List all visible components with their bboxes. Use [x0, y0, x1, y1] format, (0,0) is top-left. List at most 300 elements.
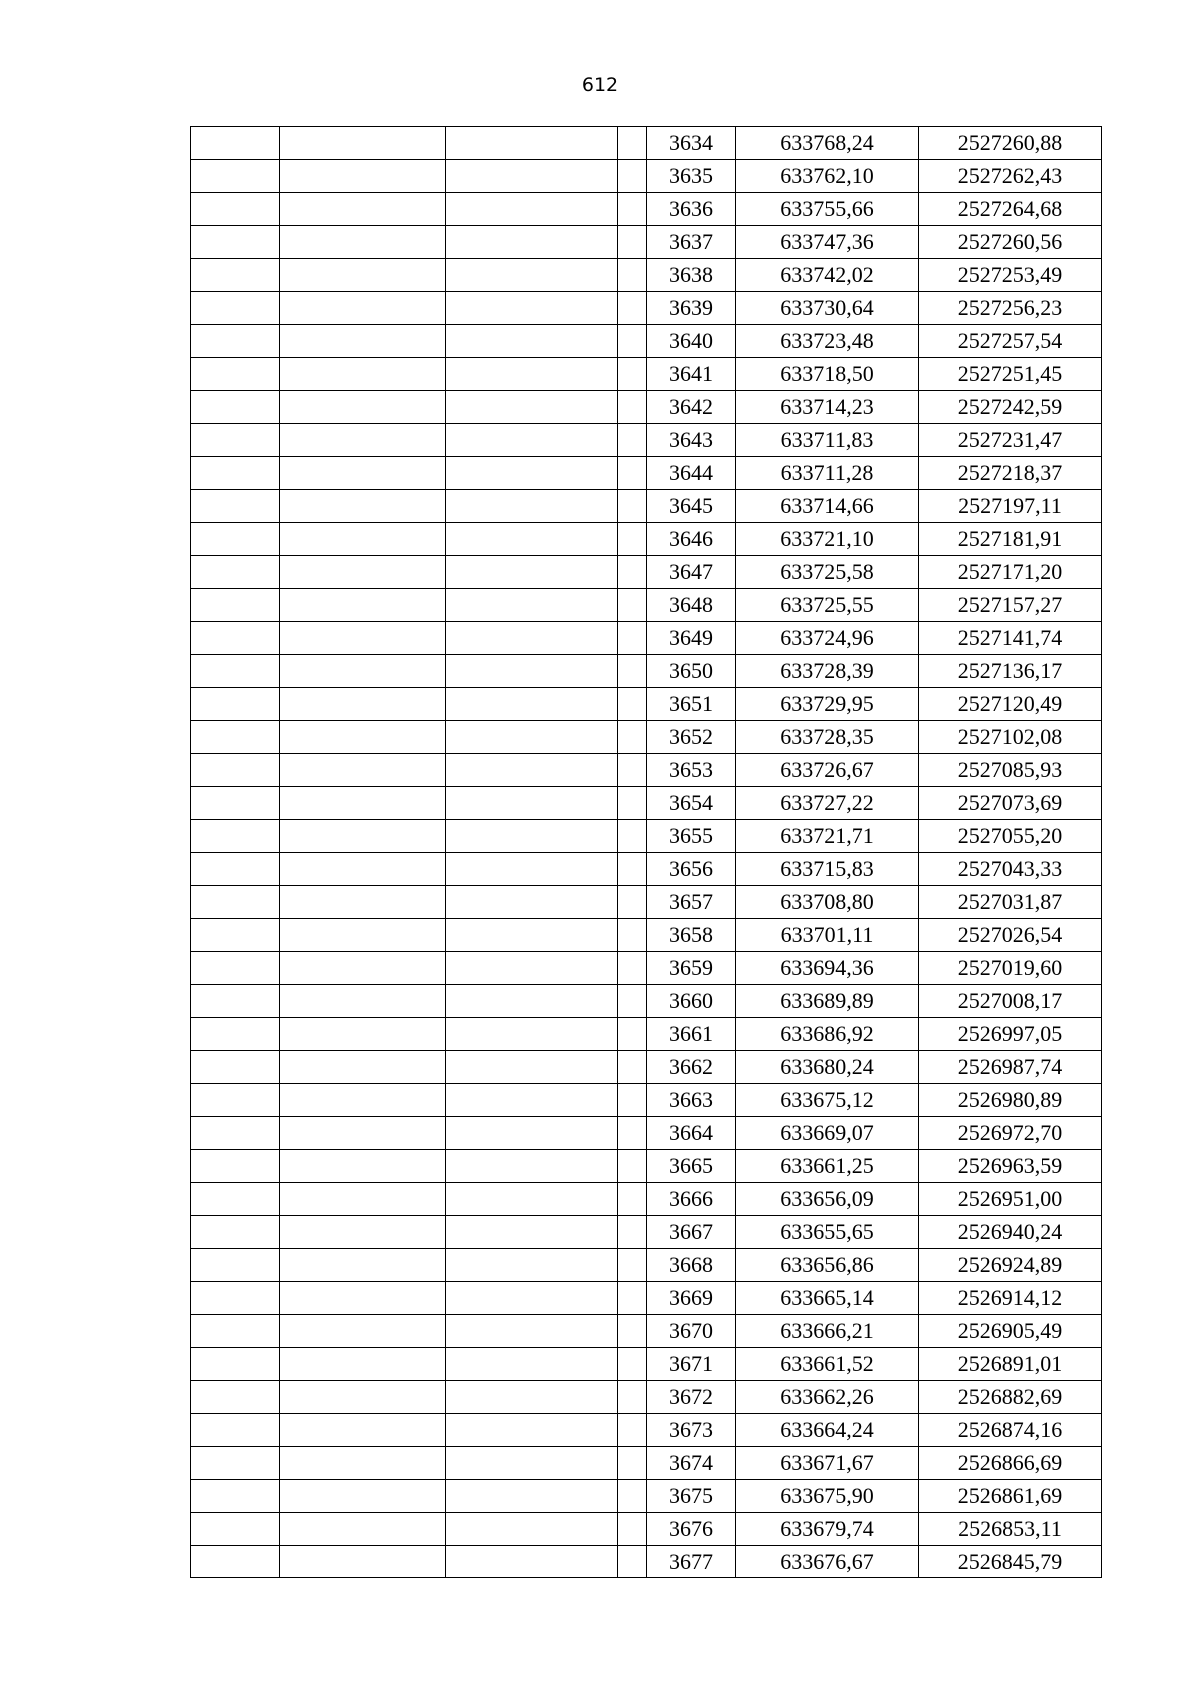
empty-cell	[191, 787, 280, 820]
empty-cell	[618, 391, 647, 424]
empty-cell	[280, 292, 446, 325]
empty-cell	[191, 160, 280, 193]
empty-cell	[446, 721, 618, 754]
empty-cell	[191, 1018, 280, 1051]
x-coordinate-cell: 633686,92	[736, 1018, 919, 1051]
empty-cell	[191, 193, 280, 226]
empty-cell	[280, 787, 446, 820]
empty-cell	[191, 226, 280, 259]
empty-cell	[280, 391, 446, 424]
x-coordinate-cell: 633728,39	[736, 655, 919, 688]
empty-cell	[618, 1282, 647, 1315]
empty-cell	[280, 358, 446, 391]
empty-cell	[280, 1414, 446, 1447]
empty-cell	[191, 325, 280, 358]
x-coordinate-cell: 633694,36	[736, 952, 919, 985]
x-coordinate-cell: 633721,71	[736, 820, 919, 853]
empty-cell	[280, 127, 446, 160]
empty-cell	[446, 1183, 618, 1216]
empty-cell	[446, 226, 618, 259]
empty-cell	[618, 1414, 647, 1447]
empty-cell	[191, 952, 280, 985]
empty-cell	[280, 1051, 446, 1084]
point-number-cell: 3640	[647, 325, 736, 358]
empty-cell	[191, 127, 280, 160]
table-row	[191, 1447, 1102, 1480]
empty-cell	[446, 1051, 618, 1084]
table-row	[191, 391, 1102, 424]
table-row	[191, 292, 1102, 325]
table-row	[191, 127, 1102, 160]
x-coordinate-cell: 633768,24	[736, 127, 919, 160]
coordinates-table-body	[191, 127, 1102, 1578]
table-row	[191, 754, 1102, 787]
empty-cell	[618, 424, 647, 457]
y-coordinate-cell: 2527136,17	[919, 655, 1102, 688]
x-coordinate-cell: 633708,80	[736, 886, 919, 919]
table-row	[191, 721, 1102, 754]
x-coordinate-cell: 633730,64	[736, 292, 919, 325]
x-coordinate-cell: 633711,28	[736, 457, 919, 490]
table-row	[191, 358, 1102, 391]
empty-cell	[191, 457, 280, 490]
x-coordinate-cell: 633665,14	[736, 1282, 919, 1315]
empty-cell	[618, 589, 647, 622]
point-number-cell: 3651	[647, 688, 736, 721]
empty-cell	[280, 985, 446, 1018]
y-coordinate-cell: 2527197,11	[919, 490, 1102, 523]
empty-cell	[191, 490, 280, 523]
empty-cell	[280, 226, 446, 259]
x-coordinate-cell: 633727,22	[736, 787, 919, 820]
empty-cell	[191, 985, 280, 1018]
point-number-cell: 3664	[647, 1117, 736, 1150]
empty-cell	[191, 523, 280, 556]
y-coordinate-cell: 2527260,88	[919, 127, 1102, 160]
y-coordinate-cell: 2527141,74	[919, 622, 1102, 655]
empty-cell	[280, 589, 446, 622]
empty-cell	[280, 1018, 446, 1051]
empty-cell	[280, 160, 446, 193]
empty-cell	[191, 292, 280, 325]
table-row	[191, 325, 1102, 358]
empty-cell	[618, 1018, 647, 1051]
point-number-cell: 3674	[647, 1447, 736, 1480]
table-row	[191, 589, 1102, 622]
point-number-cell: 3650	[647, 655, 736, 688]
table-row	[191, 787, 1102, 820]
x-coordinate-cell: 633679,74	[736, 1513, 919, 1546]
empty-cell	[191, 1348, 280, 1381]
table-row	[191, 655, 1102, 688]
empty-cell	[446, 1249, 618, 1282]
y-coordinate-cell: 2527157,27	[919, 589, 1102, 622]
empty-cell	[191, 1546, 280, 1578]
empty-cell	[191, 886, 280, 919]
x-coordinate-cell: 633711,83	[736, 424, 919, 457]
empty-cell	[191, 1315, 280, 1348]
point-number-cell: 3666	[647, 1183, 736, 1216]
empty-cell	[446, 127, 618, 160]
point-number-cell: 3662	[647, 1051, 736, 1084]
empty-cell	[191, 1183, 280, 1216]
empty-cell	[618, 193, 647, 226]
empty-cell	[446, 1480, 618, 1513]
empty-cell	[618, 160, 647, 193]
x-coordinate-cell: 633714,66	[736, 490, 919, 523]
point-number-cell: 3672	[647, 1381, 736, 1414]
empty-cell	[446, 457, 618, 490]
empty-cell	[191, 1447, 280, 1480]
table-row	[191, 622, 1102, 655]
x-coordinate-cell: 633762,10	[736, 160, 919, 193]
x-coordinate-cell: 633675,12	[736, 1084, 919, 1117]
empty-cell	[280, 1117, 446, 1150]
table-row	[191, 1348, 1102, 1381]
empty-cell	[446, 391, 618, 424]
x-coordinate-cell: 633721,10	[736, 523, 919, 556]
empty-cell	[446, 1315, 618, 1348]
empty-cell	[618, 1348, 647, 1381]
y-coordinate-cell: 2527181,91	[919, 523, 1102, 556]
point-number-cell: 3649	[647, 622, 736, 655]
y-coordinate-cell: 2527242,59	[919, 391, 1102, 424]
point-number-cell: 3643	[647, 424, 736, 457]
empty-cell	[446, 1018, 618, 1051]
point-number-cell: 3641	[647, 358, 736, 391]
empty-cell	[446, 1348, 618, 1381]
y-coordinate-cell: 2527260,56	[919, 226, 1102, 259]
table-row	[191, 820, 1102, 853]
empty-cell	[446, 919, 618, 952]
empty-cell	[280, 1249, 446, 1282]
empty-cell	[191, 919, 280, 952]
empty-cell	[191, 1249, 280, 1282]
empty-cell	[280, 1315, 446, 1348]
empty-cell	[446, 820, 618, 853]
y-coordinate-cell: 2527055,20	[919, 820, 1102, 853]
y-coordinate-cell: 2526980,89	[919, 1084, 1102, 1117]
empty-cell	[191, 1117, 280, 1150]
x-coordinate-cell: 633671,67	[736, 1447, 919, 1480]
empty-cell	[280, 259, 446, 292]
table-row	[191, 1249, 1102, 1282]
empty-cell	[618, 886, 647, 919]
empty-cell	[446, 952, 618, 985]
empty-cell	[446, 655, 618, 688]
empty-cell	[618, 754, 647, 787]
empty-cell	[618, 1084, 647, 1117]
x-coordinate-cell: 633676,67	[736, 1546, 919, 1578]
x-coordinate-cell: 633655,65	[736, 1216, 919, 1249]
empty-cell	[618, 1546, 647, 1578]
table-row	[191, 1018, 1102, 1051]
empty-cell	[446, 1546, 618, 1578]
point-number-cell: 3645	[647, 490, 736, 523]
y-coordinate-cell: 2527231,47	[919, 424, 1102, 457]
y-coordinate-cell: 2527008,17	[919, 985, 1102, 1018]
point-number-cell: 3653	[647, 754, 736, 787]
empty-cell	[618, 1513, 647, 1546]
empty-cell	[280, 1150, 446, 1183]
empty-cell	[618, 820, 647, 853]
empty-cell	[191, 1051, 280, 1084]
empty-cell	[191, 1282, 280, 1315]
empty-cell	[446, 1381, 618, 1414]
empty-cell	[446, 424, 618, 457]
y-coordinate-cell: 2527102,08	[919, 721, 1102, 754]
x-coordinate-cell: 633656,86	[736, 1249, 919, 1282]
table-row	[191, 457, 1102, 490]
empty-cell	[446, 589, 618, 622]
y-coordinate-cell: 2527264,68	[919, 193, 1102, 226]
empty-cell	[191, 1480, 280, 1513]
empty-cell	[280, 556, 446, 589]
point-number-cell: 3647	[647, 556, 736, 589]
empty-cell	[446, 1513, 618, 1546]
y-coordinate-cell: 2526940,24	[919, 1216, 1102, 1249]
coordinates-table	[190, 126, 1102, 1578]
table-row	[191, 1315, 1102, 1348]
empty-cell	[446, 754, 618, 787]
point-number-cell: 3655	[647, 820, 736, 853]
empty-cell	[446, 556, 618, 589]
empty-cell	[280, 688, 446, 721]
x-coordinate-cell: 633664,24	[736, 1414, 919, 1447]
point-number-cell: 3638	[647, 259, 736, 292]
y-coordinate-cell: 2527257,54	[919, 325, 1102, 358]
empty-cell	[446, 1447, 618, 1480]
empty-cell	[280, 1084, 446, 1117]
x-coordinate-cell: 633701,11	[736, 919, 919, 952]
empty-cell	[191, 754, 280, 787]
empty-cell	[280, 1348, 446, 1381]
empty-cell	[446, 985, 618, 1018]
empty-cell	[191, 622, 280, 655]
x-coordinate-cell: 633725,55	[736, 589, 919, 622]
empty-cell	[446, 1414, 618, 1447]
point-number-cell: 3660	[647, 985, 736, 1018]
x-coordinate-cell: 633689,89	[736, 985, 919, 1018]
empty-cell	[280, 1447, 446, 1480]
empty-cell	[191, 259, 280, 292]
table-row	[191, 688, 1102, 721]
empty-cell	[446, 1117, 618, 1150]
table-row	[191, 1480, 1102, 1513]
x-coordinate-cell: 633666,21	[736, 1315, 919, 1348]
point-number-cell: 3676	[647, 1513, 736, 1546]
point-number-cell: 3667	[647, 1216, 736, 1249]
empty-cell	[191, 358, 280, 391]
y-coordinate-cell: 2526845,79	[919, 1546, 1102, 1578]
y-coordinate-cell: 2527120,49	[919, 688, 1102, 721]
empty-cell	[446, 622, 618, 655]
table-row	[191, 952, 1102, 985]
point-number-cell: 3639	[647, 292, 736, 325]
empty-cell	[191, 1084, 280, 1117]
empty-cell	[446, 688, 618, 721]
empty-cell	[618, 919, 647, 952]
empty-cell	[280, 919, 446, 952]
empty-cell	[618, 1315, 647, 1348]
empty-cell	[446, 1150, 618, 1183]
y-coordinate-cell: 2526914,12	[919, 1282, 1102, 1315]
x-coordinate-cell: 633729,95	[736, 688, 919, 721]
empty-cell	[618, 325, 647, 358]
empty-cell	[618, 292, 647, 325]
x-coordinate-cell: 633723,48	[736, 325, 919, 358]
empty-cell	[280, 655, 446, 688]
y-coordinate-cell: 2526861,69	[919, 1480, 1102, 1513]
y-coordinate-cell: 2526924,89	[919, 1249, 1102, 1282]
y-coordinate-cell: 2527073,69	[919, 787, 1102, 820]
x-coordinate-cell: 633725,58	[736, 556, 919, 589]
empty-cell	[280, 1183, 446, 1216]
empty-cell	[280, 1216, 446, 1249]
empty-cell	[280, 886, 446, 919]
table-row	[191, 1051, 1102, 1084]
empty-cell	[191, 1513, 280, 1546]
x-coordinate-cell: 633675,90	[736, 1480, 919, 1513]
point-number-cell: 3677	[647, 1546, 736, 1578]
x-coordinate-cell: 633755,66	[736, 193, 919, 226]
point-number-cell: 3668	[647, 1249, 736, 1282]
point-number-cell: 3673	[647, 1414, 736, 1447]
x-coordinate-cell: 633726,67	[736, 754, 919, 787]
empty-cell	[280, 1381, 446, 1414]
table-row	[191, 853, 1102, 886]
table-row	[191, 886, 1102, 919]
empty-cell	[446, 292, 618, 325]
y-coordinate-cell: 2526972,70	[919, 1117, 1102, 1150]
empty-cell	[446, 1216, 618, 1249]
empty-cell	[618, 1249, 647, 1282]
x-coordinate-cell: 633718,50	[736, 358, 919, 391]
empty-cell	[191, 391, 280, 424]
empty-cell	[191, 1414, 280, 1447]
table-row	[191, 160, 1102, 193]
empty-cell	[618, 457, 647, 490]
empty-cell	[618, 721, 647, 754]
empty-cell	[618, 523, 647, 556]
x-coordinate-cell: 633661,52	[736, 1348, 919, 1381]
table-row	[191, 1216, 1102, 1249]
empty-cell	[446, 325, 618, 358]
y-coordinate-cell: 2527085,93	[919, 754, 1102, 787]
y-coordinate-cell: 2526874,16	[919, 1414, 1102, 1447]
y-coordinate-cell: 2526951,00	[919, 1183, 1102, 1216]
point-number-cell: 3656	[647, 853, 736, 886]
y-coordinate-cell: 2527262,43	[919, 160, 1102, 193]
table-row	[191, 1414, 1102, 1447]
y-coordinate-cell: 2527253,49	[919, 259, 1102, 292]
empty-cell	[280, 853, 446, 886]
y-coordinate-cell: 2527251,45	[919, 358, 1102, 391]
empty-cell	[618, 853, 647, 886]
y-coordinate-cell: 2526882,69	[919, 1381, 1102, 1414]
empty-cell	[618, 1051, 647, 1084]
empty-cell	[446, 160, 618, 193]
empty-cell	[280, 424, 446, 457]
table-row	[191, 424, 1102, 457]
empty-cell	[191, 1381, 280, 1414]
empty-cell	[618, 259, 647, 292]
x-coordinate-cell: 633724,96	[736, 622, 919, 655]
y-coordinate-cell: 2527256,23	[919, 292, 1102, 325]
y-coordinate-cell: 2526905,49	[919, 1315, 1102, 1348]
empty-cell	[191, 424, 280, 457]
empty-cell	[618, 952, 647, 985]
empty-cell	[280, 325, 446, 358]
table-row	[191, 919, 1102, 952]
empty-cell	[280, 457, 446, 490]
point-number-cell: 3663	[647, 1084, 736, 1117]
y-coordinate-cell: 2526853,11	[919, 1513, 1102, 1546]
empty-cell	[280, 1480, 446, 1513]
empty-cell	[618, 1183, 647, 1216]
empty-cell	[446, 787, 618, 820]
y-coordinate-cell: 2526987,74	[919, 1051, 1102, 1084]
y-coordinate-cell: 2527218,37	[919, 457, 1102, 490]
table-row	[191, 1084, 1102, 1117]
y-coordinate-cell: 2526866,69	[919, 1447, 1102, 1480]
table-row	[191, 1513, 1102, 1546]
empty-cell	[191, 1216, 280, 1249]
point-number-cell: 3635	[647, 160, 736, 193]
point-number-cell: 3652	[647, 721, 736, 754]
empty-cell	[446, 853, 618, 886]
point-number-cell: 3644	[647, 457, 736, 490]
empty-cell	[618, 226, 647, 259]
x-coordinate-cell: 633661,25	[736, 1150, 919, 1183]
x-coordinate-cell: 633728,35	[736, 721, 919, 754]
empty-cell	[191, 853, 280, 886]
empty-cell	[191, 556, 280, 589]
empty-cell	[191, 589, 280, 622]
point-number-cell: 3642	[647, 391, 736, 424]
point-number-cell: 3636	[647, 193, 736, 226]
empty-cell	[618, 985, 647, 1018]
point-number-cell: 3657	[647, 886, 736, 919]
empty-cell	[618, 127, 647, 160]
empty-cell	[191, 655, 280, 688]
table-row	[191, 556, 1102, 589]
table-row	[191, 1381, 1102, 1414]
empty-cell	[618, 1447, 647, 1480]
point-number-cell: 3637	[647, 226, 736, 259]
empty-cell	[280, 952, 446, 985]
table-row	[191, 259, 1102, 292]
empty-cell	[618, 358, 647, 391]
point-number-cell: 3654	[647, 787, 736, 820]
y-coordinate-cell: 2527043,33	[919, 853, 1102, 886]
empty-cell	[446, 1282, 618, 1315]
table-row	[191, 1117, 1102, 1150]
point-number-cell: 3669	[647, 1282, 736, 1315]
empty-cell	[280, 1513, 446, 1546]
point-number-cell: 3658	[647, 919, 736, 952]
x-coordinate-cell: 633656,09	[736, 1183, 919, 1216]
y-coordinate-cell: 2527026,54	[919, 919, 1102, 952]
x-coordinate-cell: 633669,07	[736, 1117, 919, 1150]
empty-cell	[446, 259, 618, 292]
table-row	[191, 1183, 1102, 1216]
empty-cell	[191, 721, 280, 754]
point-number-cell: 3648	[647, 589, 736, 622]
table-row	[191, 523, 1102, 556]
y-coordinate-cell: 2527019,60	[919, 952, 1102, 985]
table-row	[191, 985, 1102, 1018]
